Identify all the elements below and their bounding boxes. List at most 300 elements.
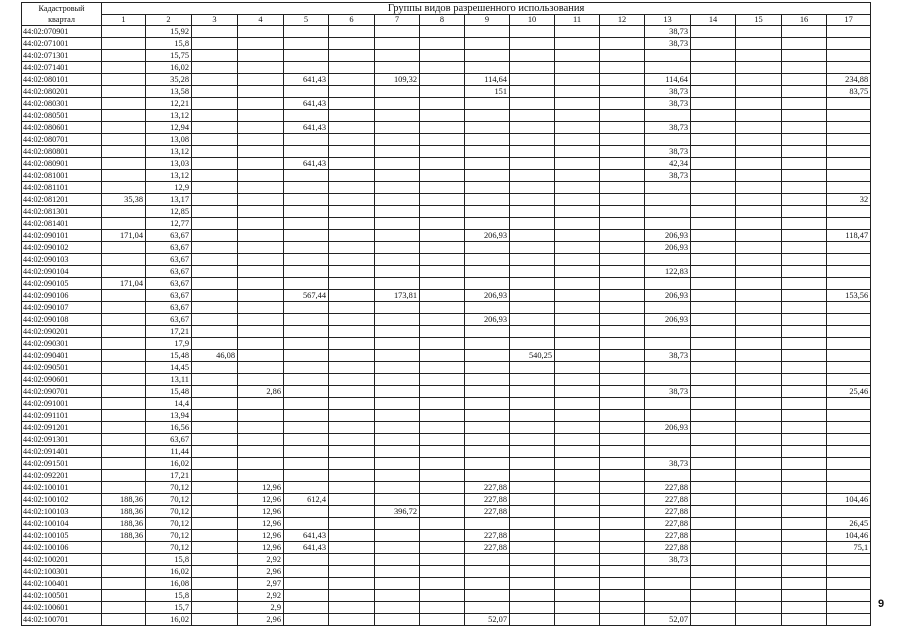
group-16-value-cell <box>782 470 827 482</box>
group-10-value-cell <box>510 206 555 218</box>
group-7-value-cell <box>375 482 420 494</box>
group-15-value-cell <box>736 458 782 470</box>
group-14-value-cell <box>691 446 736 458</box>
group-5-value-cell <box>284 86 329 98</box>
group-6-value-cell <box>329 566 375 578</box>
group-13-value-cell: 227,88 <box>645 494 691 506</box>
group-14-value-cell <box>691 38 736 50</box>
group-14-value-cell <box>691 338 736 350</box>
table-row <box>22 398 871 410</box>
group-13-value-cell: 38,73 <box>645 38 691 50</box>
group-3-value-cell <box>192 470 238 482</box>
group-3-value-cell <box>192 98 238 110</box>
group-9-value-cell <box>465 110 510 122</box>
group-5-value-cell <box>284 482 329 494</box>
group-17-value-cell <box>827 158 871 170</box>
group-12-value-cell <box>600 290 645 302</box>
group-10-value-cell <box>510 38 555 50</box>
group-10-value-cell <box>510 590 555 602</box>
group-15-value-cell <box>736 290 782 302</box>
group-10-value-cell <box>510 338 555 350</box>
group-14-value-cell <box>691 422 736 434</box>
group-11-value-cell <box>555 374 600 386</box>
cadastral-code-cell: 44:02:090201 <box>22 326 102 338</box>
group-10-value-cell <box>510 602 555 614</box>
group-5-value-cell: 567,44 <box>284 290 329 302</box>
group-10-value-cell <box>510 566 555 578</box>
column-number-8: 8 <box>420 15 465 26</box>
group-5-value-cell <box>284 62 329 74</box>
group-6-value-cell <box>329 506 375 518</box>
group-5-value-cell <box>284 26 329 38</box>
group-4-value-cell: 2,96 <box>238 566 284 578</box>
group-7-value-cell <box>375 338 420 350</box>
group-2-value-cell: 11,44 <box>146 446 192 458</box>
group-4-value-cell: 2,9 <box>238 602 284 614</box>
group-12-value-cell <box>600 158 645 170</box>
group-4-value-cell <box>238 302 284 314</box>
group-4-value-cell <box>238 362 284 374</box>
table-row <box>22 194 871 206</box>
group-1-value-cell <box>102 542 146 554</box>
column-number-7: 7 <box>375 15 420 26</box>
group-10-value-cell <box>510 374 555 386</box>
group-10-value-cell <box>510 398 555 410</box>
group-8-value-cell <box>420 218 465 230</box>
group-2-value-cell: 70,12 <box>146 518 192 530</box>
group-14-value-cell <box>691 278 736 290</box>
group-4-value-cell: 12,96 <box>238 518 284 530</box>
column-number-15: 15 <box>736 15 782 26</box>
group-17-value-cell <box>827 434 871 446</box>
group-16-value-cell <box>782 38 827 50</box>
group-2-value-cell: 16,02 <box>146 458 192 470</box>
group-13-value-cell: 206,93 <box>645 314 691 326</box>
group-2-value-cell: 16,08 <box>146 578 192 590</box>
group-6-value-cell <box>329 278 375 290</box>
group-12-value-cell <box>600 50 645 62</box>
group-17-value-cell: 25,46 <box>827 386 871 398</box>
group-14-value-cell <box>691 482 736 494</box>
group-16-value-cell <box>782 230 827 242</box>
group-17-value-cell: 75,1 <box>827 542 871 554</box>
group-10-value-cell <box>510 302 555 314</box>
group-13-value-cell <box>645 566 691 578</box>
table-row <box>22 218 871 230</box>
group-5-value-cell <box>284 614 329 626</box>
group-2-value-cell: 12,9 <box>146 182 192 194</box>
group-5-value-cell <box>284 110 329 122</box>
group-5-value-cell <box>284 458 329 470</box>
group-15-value-cell <box>736 38 782 50</box>
group-14-value-cell <box>691 26 736 38</box>
group-12-value-cell <box>600 614 645 626</box>
group-13-value-cell: 227,88 <box>645 482 691 494</box>
group-10-value-cell <box>510 86 555 98</box>
group-15-value-cell <box>736 362 782 374</box>
group-4-value-cell <box>238 422 284 434</box>
group-1-value-cell <box>102 482 146 494</box>
group-10-value-cell <box>510 458 555 470</box>
table-row <box>22 338 871 350</box>
group-11-value-cell <box>555 434 600 446</box>
group-10-value-cell <box>510 194 555 206</box>
group-1-value-cell <box>102 590 146 602</box>
group-17-value-cell <box>827 122 871 134</box>
use-groups-header: Группы видов разрешенного использования <box>102 3 871 15</box>
group-5-value-cell <box>284 170 329 182</box>
group-16-value-cell <box>782 494 827 506</box>
group-10-value-cell <box>510 134 555 146</box>
group-6-value-cell <box>329 338 375 350</box>
group-5-value-cell: 612,4 <box>284 494 329 506</box>
group-3-value-cell <box>192 302 238 314</box>
group-14-value-cell <box>691 302 736 314</box>
group-7-value-cell <box>375 50 420 62</box>
group-14-value-cell <box>691 374 736 386</box>
group-2-value-cell: 15,48 <box>146 386 192 398</box>
group-13-value-cell <box>645 578 691 590</box>
group-6-value-cell <box>329 614 375 626</box>
table-row <box>22 494 871 506</box>
group-17-value-cell <box>827 26 871 38</box>
group-5-value-cell: 641,43 <box>284 542 329 554</box>
group-3-value-cell <box>192 554 238 566</box>
group-5-value-cell <box>284 446 329 458</box>
group-5-value-cell <box>284 242 329 254</box>
group-13-value-cell <box>645 434 691 446</box>
cadastral-code-cell: 44:02:091101 <box>22 410 102 422</box>
group-10-value-cell <box>510 614 555 626</box>
group-13-value-cell <box>645 278 691 290</box>
group-1-value-cell <box>102 182 146 194</box>
group-3-value-cell <box>192 434 238 446</box>
group-12-value-cell <box>600 386 645 398</box>
group-17-value-cell: 26,45 <box>827 518 871 530</box>
group-5-value-cell: 641,43 <box>284 122 329 134</box>
group-3-value-cell <box>192 542 238 554</box>
cadastral-code-cell: 44:02:091501 <box>22 458 102 470</box>
cadastral-code-cell: 44:02:081101 <box>22 182 102 194</box>
group-14-value-cell <box>691 506 736 518</box>
group-17-value-cell <box>827 218 871 230</box>
group-1-value-cell <box>102 578 146 590</box>
group-14-value-cell <box>691 134 736 146</box>
group-10-value-cell <box>510 218 555 230</box>
group-17-value-cell <box>827 374 871 386</box>
group-9-value-cell <box>465 146 510 158</box>
group-8-value-cell <box>420 26 465 38</box>
group-9-value-cell: 206,93 <box>465 314 510 326</box>
group-10-value-cell <box>510 266 555 278</box>
group-8-value-cell <box>420 98 465 110</box>
group-5-value-cell <box>284 470 329 482</box>
group-3-value-cell <box>192 218 238 230</box>
group-2-value-cell: 17,9 <box>146 338 192 350</box>
group-2-value-cell: 16,02 <box>146 614 192 626</box>
group-12-value-cell <box>600 566 645 578</box>
group-11-value-cell <box>555 278 600 290</box>
group-4-value-cell <box>238 122 284 134</box>
group-8-value-cell <box>420 602 465 614</box>
group-11-value-cell <box>555 458 600 470</box>
group-1-value-cell: 35,38 <box>102 194 146 206</box>
group-14-value-cell <box>691 122 736 134</box>
group-10-value-cell <box>510 98 555 110</box>
group-13-value-cell <box>645 362 691 374</box>
group-14-value-cell <box>691 218 736 230</box>
group-13-value-cell <box>645 134 691 146</box>
group-8-value-cell <box>420 590 465 602</box>
group-8-value-cell <box>420 254 465 266</box>
group-17-value-cell <box>827 614 871 626</box>
group-1-value-cell <box>102 74 146 86</box>
group-2-value-cell: 13,12 <box>146 110 192 122</box>
table-header <box>22 3 871 26</box>
group-15-value-cell <box>736 410 782 422</box>
group-4-value-cell <box>238 410 284 422</box>
group-16-value-cell <box>782 374 827 386</box>
group-7-value-cell <box>375 566 420 578</box>
group-9-value-cell: 227,88 <box>465 542 510 554</box>
group-4-value-cell <box>238 398 284 410</box>
group-14-value-cell <box>691 86 736 98</box>
group-14-value-cell <box>691 158 736 170</box>
group-16-value-cell <box>782 218 827 230</box>
group-15-value-cell <box>736 350 782 362</box>
table-row <box>22 350 871 362</box>
group-8-value-cell <box>420 506 465 518</box>
group-12-value-cell <box>600 506 645 518</box>
group-6-value-cell <box>329 38 375 50</box>
group-14-value-cell <box>691 614 736 626</box>
group-9-value-cell <box>465 206 510 218</box>
group-13-value-cell: 42,34 <box>645 158 691 170</box>
group-7-value-cell <box>375 254 420 266</box>
group-15-value-cell <box>736 194 782 206</box>
cadastral-code-cell: 44:02:090105 <box>22 278 102 290</box>
group-9-value-cell <box>465 362 510 374</box>
group-9-value-cell <box>465 422 510 434</box>
group-4-value-cell <box>238 254 284 266</box>
group-12-value-cell <box>600 446 645 458</box>
group-15-value-cell <box>736 530 782 542</box>
group-17-value-cell <box>827 62 871 74</box>
group-2-value-cell: 12,77 <box>146 218 192 230</box>
group-1-value-cell <box>102 458 146 470</box>
cadastral-code-cell: 44:02:080301 <box>22 98 102 110</box>
group-8-value-cell <box>420 470 465 482</box>
group-12-value-cell <box>600 170 645 182</box>
group-4-value-cell <box>238 446 284 458</box>
group-16-value-cell <box>782 242 827 254</box>
group-10-value-cell <box>510 50 555 62</box>
group-15-value-cell <box>736 422 782 434</box>
group-9-value-cell: 52,07 <box>465 614 510 626</box>
group-16-value-cell <box>782 542 827 554</box>
group-16-value-cell <box>782 290 827 302</box>
group-8-value-cell <box>420 614 465 626</box>
group-9-value-cell: 206,93 <box>465 230 510 242</box>
group-13-value-cell: 38,73 <box>645 350 691 362</box>
group-1-value-cell: 188,36 <box>102 518 146 530</box>
group-17-value-cell <box>827 482 871 494</box>
group-2-value-cell: 17,21 <box>146 326 192 338</box>
cadastral-quarter-header <box>22 3 102 26</box>
group-12-value-cell <box>600 146 645 158</box>
group-7-value-cell <box>375 614 420 626</box>
column-number-2: 2 <box>146 15 192 26</box>
group-8-value-cell <box>420 458 465 470</box>
table-row <box>22 410 871 422</box>
group-5-value-cell <box>284 50 329 62</box>
group-7-value-cell <box>375 218 420 230</box>
group-3-value-cell <box>192 398 238 410</box>
group-8-value-cell <box>420 86 465 98</box>
group-8-value-cell <box>420 314 465 326</box>
cadastral-code-cell: 44:02:080601 <box>22 122 102 134</box>
group-13-value-cell: 38,73 <box>645 98 691 110</box>
group-10-value-cell <box>510 494 555 506</box>
group-11-value-cell <box>555 134 600 146</box>
group-11-value-cell <box>555 554 600 566</box>
group-11-value-cell <box>555 446 600 458</box>
group-11-value-cell <box>555 98 600 110</box>
group-10-value-cell <box>510 554 555 566</box>
group-17-value-cell <box>827 98 871 110</box>
group-4-value-cell <box>238 470 284 482</box>
cadastral-code-cell: 44:02:080101 <box>22 74 102 86</box>
group-9-value-cell <box>465 26 510 38</box>
group-9-value-cell: 151 <box>465 86 510 98</box>
table-row <box>22 482 871 494</box>
group-8-value-cell <box>420 74 465 86</box>
cadastral-code-cell: 44:02:090103 <box>22 254 102 266</box>
group-4-value-cell <box>238 230 284 242</box>
group-8-value-cell <box>420 350 465 362</box>
group-9-value-cell: 227,88 <box>465 530 510 542</box>
group-5-value-cell <box>284 230 329 242</box>
cadastral-code-cell: 44:02:090106 <box>22 290 102 302</box>
group-8-value-cell <box>420 278 465 290</box>
group-16-value-cell <box>782 302 827 314</box>
group-16-value-cell <box>782 266 827 278</box>
cadastral-code-cell: 44:02:081301 <box>22 206 102 218</box>
group-10-value-cell <box>510 74 555 86</box>
group-1-value-cell: 171,04 <box>102 230 146 242</box>
page-number: 9 <box>878 598 885 610</box>
group-7-value-cell <box>375 602 420 614</box>
group-10-value-cell <box>510 170 555 182</box>
group-9-value-cell: 227,88 <box>465 506 510 518</box>
group-16-value-cell <box>782 122 827 134</box>
group-16-value-cell <box>782 134 827 146</box>
group-12-value-cell <box>600 194 645 206</box>
group-11-value-cell <box>555 602 600 614</box>
cadastral-code-cell: 44:02:100104 <box>22 518 102 530</box>
group-14-value-cell <box>691 458 736 470</box>
group-8-value-cell <box>420 422 465 434</box>
group-1-value-cell <box>102 38 146 50</box>
header-row-groups <box>22 3 871 15</box>
group-14-value-cell <box>691 578 736 590</box>
group-17-value-cell: 32 <box>827 194 871 206</box>
group-13-value-cell <box>645 302 691 314</box>
group-14-value-cell <box>691 326 736 338</box>
group-15-value-cell <box>736 542 782 554</box>
group-7-value-cell <box>375 410 420 422</box>
group-7-value-cell <box>375 374 420 386</box>
group-13-value-cell <box>645 62 691 74</box>
group-7-value-cell <box>375 422 420 434</box>
group-1-value-cell <box>102 338 146 350</box>
group-11-value-cell <box>555 38 600 50</box>
group-7-value-cell <box>375 194 420 206</box>
table-row <box>22 38 871 50</box>
cadastral-code-cell: 44:02:080201 <box>22 86 102 98</box>
group-15-value-cell <box>736 278 782 290</box>
group-2-value-cell: 15,75 <box>146 50 192 62</box>
group-13-value-cell <box>645 206 691 218</box>
group-16-value-cell <box>782 362 827 374</box>
group-1-value-cell <box>102 314 146 326</box>
column-number-3: 3 <box>192 15 238 26</box>
group-1-value-cell <box>102 50 146 62</box>
group-15-value-cell <box>736 254 782 266</box>
group-6-value-cell <box>329 26 375 38</box>
group-10-value-cell <box>510 422 555 434</box>
group-13-value-cell: 52,07 <box>645 614 691 626</box>
group-14-value-cell <box>691 50 736 62</box>
group-9-value-cell <box>465 266 510 278</box>
group-15-value-cell <box>736 386 782 398</box>
table-row <box>22 206 871 218</box>
group-14-value-cell <box>691 290 736 302</box>
group-17-value-cell <box>827 314 871 326</box>
group-15-value-cell <box>736 170 782 182</box>
group-4-value-cell <box>238 170 284 182</box>
group-15-value-cell <box>736 146 782 158</box>
group-12-value-cell <box>600 86 645 98</box>
table-row <box>22 158 871 170</box>
group-6-value-cell <box>329 494 375 506</box>
group-6-value-cell <box>329 266 375 278</box>
table-row <box>22 290 871 302</box>
group-3-value-cell <box>192 506 238 518</box>
table-row <box>22 134 871 146</box>
group-14-value-cell <box>691 242 736 254</box>
group-8-value-cell <box>420 266 465 278</box>
group-11-value-cell <box>555 398 600 410</box>
group-6-value-cell <box>329 518 375 530</box>
group-6-value-cell <box>329 470 375 482</box>
group-4-value-cell <box>238 350 284 362</box>
group-5-value-cell <box>284 566 329 578</box>
table-row <box>22 326 871 338</box>
group-3-value-cell <box>192 446 238 458</box>
group-16-value-cell <box>782 398 827 410</box>
column-number-4: 4 <box>238 15 284 26</box>
group-10-value-cell <box>510 254 555 266</box>
group-11-value-cell <box>555 158 600 170</box>
group-1-value-cell <box>102 134 146 146</box>
group-13-value-cell: 206,93 <box>645 290 691 302</box>
group-1-value-cell <box>102 350 146 362</box>
cadastral-code-cell: 44:02:090107 <box>22 302 102 314</box>
group-9-value-cell <box>465 434 510 446</box>
group-15-value-cell <box>736 110 782 122</box>
group-8-value-cell <box>420 194 465 206</box>
